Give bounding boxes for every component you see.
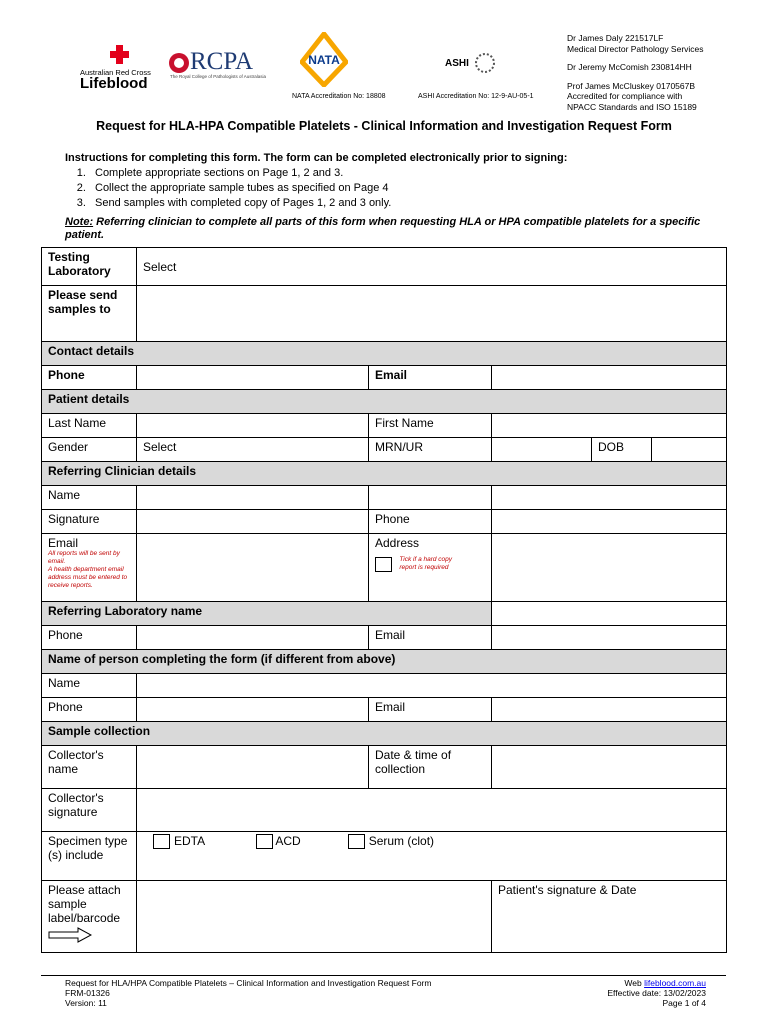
last-name-label: Last Name [42,414,137,438]
footer-form-title: Request for HLA/HPA Compatible Platelets – Clinical Information and Investigation Request Form [65,978,432,988]
acd-label: ACD [275,834,301,848]
clinician-email-label: Email [48,536,79,550]
mrn-label: MRN/UR [369,438,492,462]
footer-page-number: Page 1 of 4 [662,998,706,1008]
date-time-field[interactable] [492,746,727,789]
rcpa-sub: The Royal College of Pathologists of Australasia [170,74,267,79]
patient-signature-label: Patient's signature & Date [498,883,637,897]
barcode-area[interactable] [137,881,492,953]
clinician-signature-field[interactable] [137,510,369,534]
instruction-step: 2. Collect the appropriate sample tubes as specified on Page 4 [89,181,715,196]
attach-label-cell [42,881,137,953]
rcpa-emblem-icon [168,50,190,76]
clinician-phone-label: Phone [369,510,492,534]
clinician-name-label: Name [42,486,137,510]
form-title: Request for HLA-HPA Compatible Platelets - Clinical Information and Investigation Request Form [96,119,672,133]
clinician-email-label-cell [42,534,137,602]
hard-copy-checkbox[interactable] [375,557,392,572]
testing-lab-label: Testing Laboratory [42,248,137,286]
testing-lab-select[interactable]: Select [137,248,727,286]
gender-select[interactable]: Select [137,438,369,462]
email-note-2: A health department email address must be entered to receive reports. [48,566,128,589]
clinician-phone-field[interactable] [492,510,727,534]
collector-signature-field[interactable] [137,789,727,832]
contact-email-field[interactable] [492,366,727,390]
signatory-line [567,54,767,62]
send-samples-field[interactable] [137,286,727,342]
instructions [65,151,715,211]
ashi-accreditation: ASHI Accreditation No: 12-9-AU-05-1 [418,93,534,100]
contact-phone-field[interactable] [137,366,369,390]
serum-label: Serum (clot) [368,834,435,848]
red-cross-icon [110,45,130,65]
acd-checkbox[interactable] [256,834,273,849]
instruction-step: 3. Send samples with completed copy of Pages 1, 2 and 3 only. [89,196,715,211]
note-text: Referring clinician to complete all parts of this form when requesting HLA or HPA compatible platelets for a specific patient. [65,216,701,241]
address-field[interactable] [492,534,727,602]
rcpa-logo [168,48,268,83]
edta-label: EDTA [174,834,206,848]
contact-phone-label: Phone [42,366,137,390]
referring-lab-field[interactable] [492,602,727,626]
completer-phone-field[interactable] [137,698,369,722]
lab-phone-field[interactable] [137,626,369,650]
page-footer [41,975,726,1008]
signatory-line: Dr James Daly 221517LF [567,33,664,43]
completer-email-field[interactable] [492,698,727,722]
collector-name-label: Collector's name [42,746,137,789]
request-form [41,247,727,953]
address-label-cell [369,534,492,602]
lifeblood-line2: Lifeblood [80,75,148,92]
note [65,216,725,242]
lab-email-label: Email [369,626,492,650]
rcpa-name: RCPA [190,48,254,75]
person-completing-heading: Name of person completing the form (if different from above) [42,650,727,674]
clinician-email-field[interactable] [137,534,369,602]
ashi-emblem-icon [475,48,495,78]
lifeblood-line1: Australian Red Cross [80,68,151,77]
referring-lab-heading: Referring Laboratory name [42,602,492,626]
footer-web-link[interactable]: lifeblood.com.au [644,978,706,988]
contact-email-label: Email [369,366,492,390]
patient-signature-cell[interactable] [492,881,727,953]
signatory-line: Prof James McCluskey 0170567B [567,80,696,91]
first-name-field[interactable] [492,414,727,438]
header-signatories [567,33,767,112]
specimen-options [137,832,727,881]
attach-label: Please attach sample label/barcode [48,883,121,925]
mrn-field[interactable] [492,438,592,462]
serum-checkbox[interactable] [348,834,365,849]
completer-name-label: Name [42,674,137,698]
footer-form-id: FRM-01326 [65,988,110,998]
sample-collection-heading: Sample collection [42,722,727,746]
send-samples-label: Please send samples to [42,286,137,342]
hard-copy-note: Tick if a hard copy report is required [399,556,453,571]
edta-checkbox[interactable] [153,834,170,849]
arrow-right-icon [48,927,92,943]
footer-left [65,978,431,1008]
completer-name-field[interactable] [137,674,727,698]
completer-phone-label: Phone [42,698,137,722]
contact-details-heading: Contact details [42,342,727,366]
lab-phone-label: Phone [42,626,137,650]
nata-logo [300,32,348,87]
signatory-line: NPACC Standards and ISO 15189 [567,101,697,112]
clinician-signature-label: Signature [42,510,137,534]
instructions-steps [65,166,715,211]
blank-cell [369,486,492,510]
referring-clinician-heading: Referring Clinician details [42,462,727,486]
ashi-name: ASHI [445,58,469,69]
address-label: Address [375,536,420,550]
footer-web-label: Web [624,978,645,988]
instruction-step: 1. Complete appropriate sections on Page 1, 2 and 3. [89,166,715,181]
patient-details-heading: Patient details [42,390,727,414]
signatory-line: Medical Director Pathology Services [567,43,704,54]
nata-name: NATA [308,53,340,67]
blank-cell [492,486,727,510]
date-time-label: Date & time of collection [369,746,492,789]
clinician-name-field[interactable] [137,486,369,510]
lifeblood-logo [80,45,160,90]
specimen-type-label: Specimen type (s) include [42,832,137,881]
dob-label: DOB [592,438,652,462]
dob-field[interactable] [652,438,727,462]
footer-right [607,978,706,1008]
last-name-field[interactable] [137,414,369,438]
gender-label: Gender [42,438,137,462]
note-label: Note: [65,216,94,228]
signatory-line [567,73,767,81]
footer-effective-date: Effective date: 13/02/2023 [607,988,706,998]
instructions-lead: Instructions for completing this form. The form can be completed electronically prior to signing: [65,152,568,164]
first-name-label: First Name [369,414,492,438]
nata-accreditation: NATA Accreditation No: 18808 [292,93,386,100]
collector-name-field[interactable] [137,746,369,789]
footer-version: Version: 11 [65,998,107,1008]
lab-email-field[interactable] [492,626,727,650]
ashi-logo [445,48,500,83]
collector-signature-label: Collector's signature [42,789,137,832]
email-note-1: All reports will be sent by email. [48,550,120,565]
completer-email-label: Email [369,698,492,722]
signatory-line: Dr Jeremy McComish 230814HH [567,62,692,72]
signatory-line: Accredited for compliance with [567,91,683,101]
